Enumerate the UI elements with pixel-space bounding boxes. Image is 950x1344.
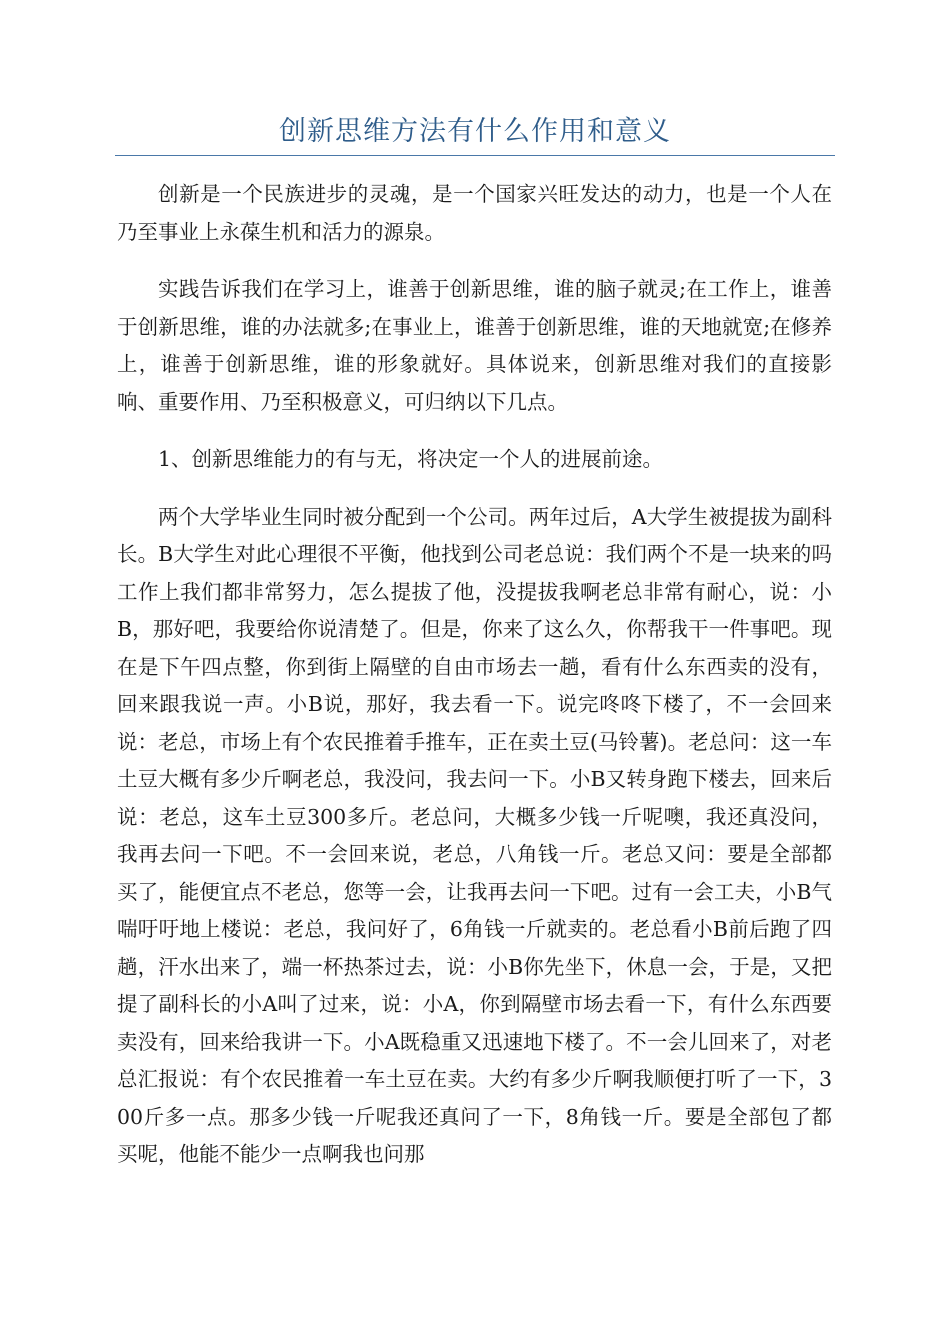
paragraph-story: 两个大学毕业生同时被分配到一个公司。两年过后，A大学生被提拔为副科长。B大学生对此心理很不平衡，他找到公司老总说：我们两个不是一块来的吗工作上我们都非常努力，怎么提拔了他，没提拔我啊老总非常有耐心，说：小B，那好吧，我要给你说清楚了。但是，你来了这么久，你帮我干一件事吧。现在是下午四点整，你到街上隔壁的自由市场去一趟，看有什么东西卖的没有，回来跟我说一声。小B说，那好，我去看一下。说完咚咚下楼了，不一会回来说：老总，市场上有个农民推着手推车，正在卖土豆(马铃薯)。老总问：这一车土豆大概有多少斤啊老总，我没问，我去问一下。小B又转身跑下楼去，回来后说：老总，这车土豆300多斤。老总问，大概多少钱一斤呢噢，我还真没问，我再去问一下吧。不一会回来说，老总，八角钱一斤。老总又问：要是全部都买了，能便宜点不老总，您等一会，让我再去问一下吧。过有一会工夫，小B气喘吁吁地上楼说：老总，我问好了，6角钱一斤就卖的。老总看小B前后跑了四趟，汗水出来了，端一杯热茶过去，说：小B你先坐下，休息一会，于是，又把提了副科长的小A叫了过来，说：小A，你到隔壁市场去看一下，有什么东西要卖没有，回来给我讲一下。小A既稳重又迅速地下楼了。不一会儿回来了，对老总汇报说：有个农民推着一车土豆在卖。大约有多少斤啊我顺便打听了一下，300斤多一点。那多少钱一斤呢我还真问了一下，8角钱一斤。要是全部包了都买呢，他能不能少一点啊我也问那 bbox=[117, 504, 832, 1166]
title-underline bbox=[115, 155, 835, 156]
document-title: 创新思维方法有什么作用和意义 bbox=[279, 116, 671, 147]
paragraph-practice: 实践告诉我们在学习上，谁善于创新思维，谁的脑子就灵;在工作上，谁善于创新思维，谁的办法就多;在事业上，谁善于创新思维，谁的天地就宽;在修养上，谁善于创新思维，谁的形象就好。具体说来，创新思维对我们的直接影响、重要作用、乃至积极意义，可归纳以下几点。 bbox=[117, 277, 832, 414]
paragraph-intro: 创新是一个民族进步的灵魂，是一个国家兴旺发达的动力，也是一个人在乃至事业上永葆生机和活力的源泉。 bbox=[117, 182, 832, 244]
document-body bbox=[117, 176, 832, 1194]
paragraph-point-1: 1、创新思维能力的有与无，将决定一个人的进展前途。 bbox=[158, 447, 664, 471]
